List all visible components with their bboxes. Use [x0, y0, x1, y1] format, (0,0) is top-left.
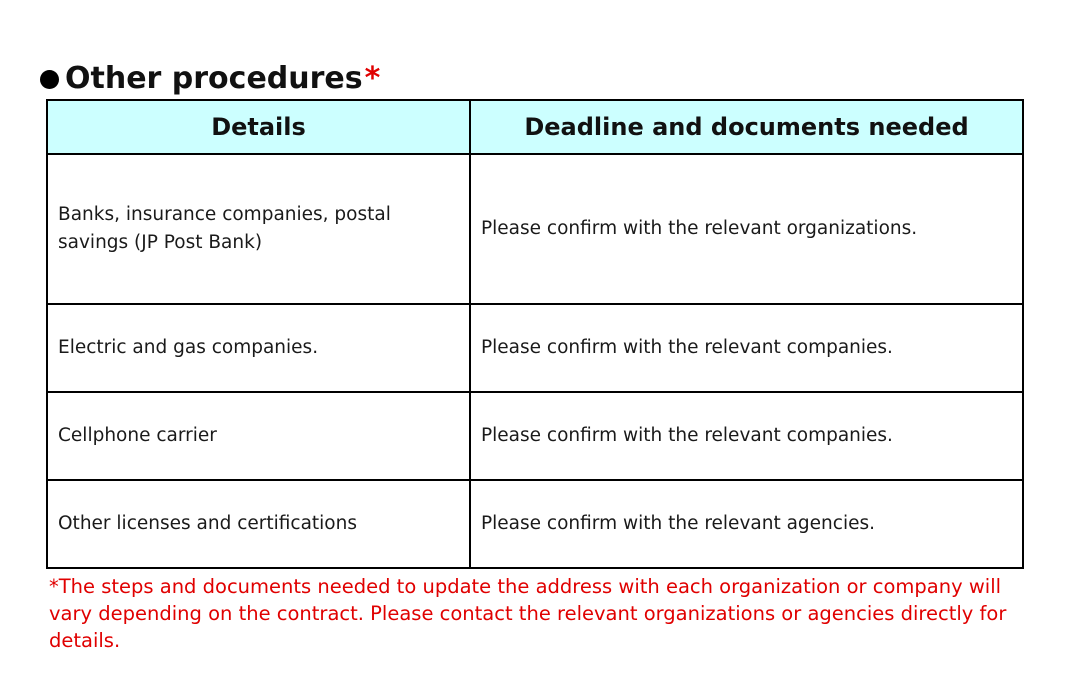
header-details: Details	[47, 100, 470, 154]
cell-deadline: Please confirm with the relevant companies.	[470, 392, 1023, 480]
table-row	[47, 154, 1023, 304]
cell-details: Cellphone carrier	[47, 392, 470, 480]
table-header-row	[47, 100, 1023, 154]
cell-details: Electric and gas companies.	[47, 304, 470, 392]
cell-deadline: Please confirm with the relevant agencies.	[470, 480, 1023, 568]
table-row	[47, 304, 1023, 392]
procedures-table	[46, 99, 1024, 569]
cell-details: Banks, insurance companies, postal savings (JP Post Bank)	[47, 154, 470, 304]
section-title: Other procedures	[65, 60, 363, 96]
cell-deadline: Please confirm with the relevant companies.	[470, 304, 1023, 392]
header-deadline-documents: Deadline and documents needed	[470, 100, 1023, 154]
section-heading	[40, 58, 380, 98]
cell-deadline: Please confirm with the relevant organizations.	[470, 154, 1023, 304]
bullet-icon	[40, 70, 59, 89]
table-row	[47, 392, 1023, 480]
required-asterisk: *	[364, 60, 381, 96]
table-row	[47, 480, 1023, 568]
footnote: *The steps and documents needed to update the address with each organization or company will vary depending on the contract. Please contact the relevant organizations or agencies directly for details.	[49, 575, 1007, 652]
cell-details: Other licenses and certifications	[47, 480, 470, 568]
